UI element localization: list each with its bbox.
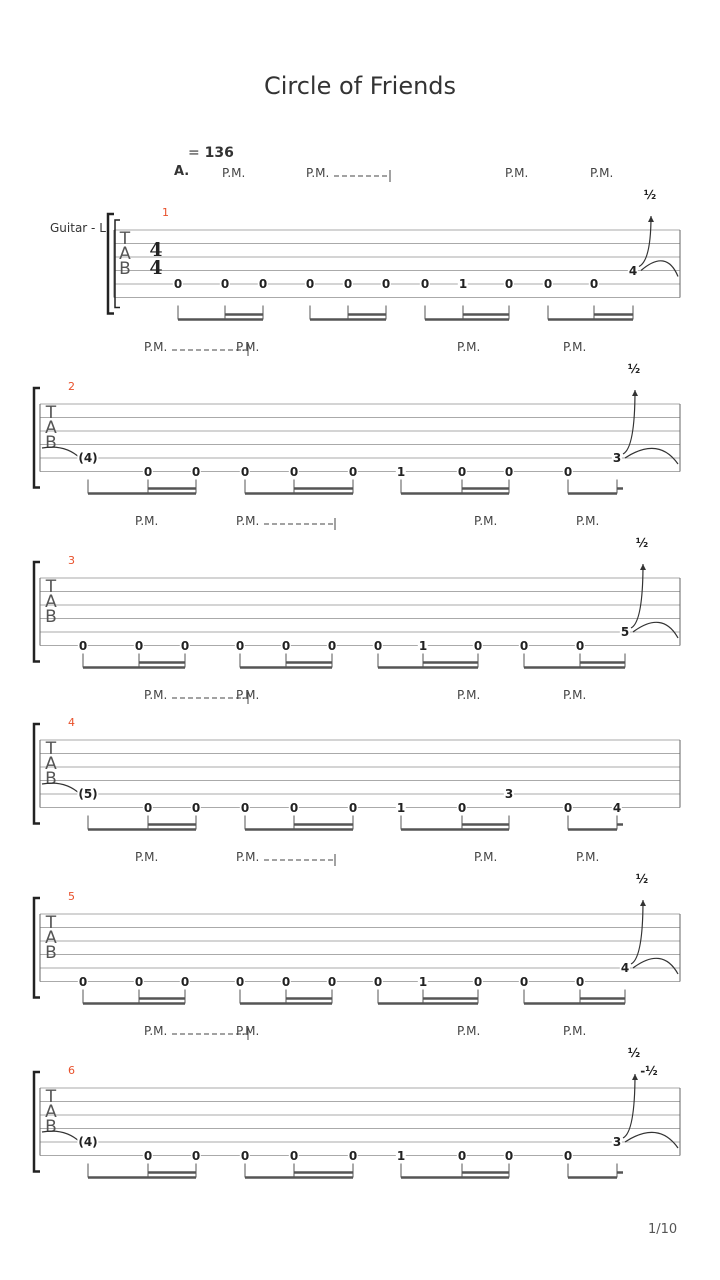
fret-number: 4 <box>620 961 630 975</box>
palm-mute-label: P.M. <box>135 850 159 864</box>
system-bracket <box>34 562 40 662</box>
fret-number: 0 <box>191 800 201 815</box>
fret-number: 0 <box>180 638 190 653</box>
fret-number: 0 <box>289 464 299 479</box>
palm-mute-label: P.M. <box>222 166 246 180</box>
bar-number: 6 <box>68 1064 75 1077</box>
fret-number: 0 <box>143 1148 153 1163</box>
fret-number: 3 <box>504 787 514 801</box>
fret-number: 0 <box>519 638 529 653</box>
fret-number: 3 <box>612 1135 622 1149</box>
palm-mute-label: P.M. <box>135 514 159 528</box>
bend-release-curve <box>633 622 678 638</box>
fret-number: 0 <box>457 800 467 815</box>
tab-clef-letter: T <box>45 739 57 759</box>
system-bracket <box>108 214 114 314</box>
palm-mute-label: P.M. <box>306 166 330 180</box>
bar-number: 1 <box>162 206 169 219</box>
fret-number: (4) <box>78 451 98 465</box>
fret-number: 0 <box>373 638 383 653</box>
palm-mute-label: P.M. <box>236 340 260 354</box>
fret-number: 1 <box>418 974 428 989</box>
fret-number: 0 <box>281 638 291 653</box>
system-bracket <box>34 388 40 488</box>
palm-mute-label: P.M. <box>236 514 260 528</box>
fret-number: 0 <box>143 464 153 479</box>
system-bracket <box>34 1072 40 1172</box>
fret-number: 0 <box>327 638 337 653</box>
fret-number: 0 <box>563 1148 573 1163</box>
fret-number: 0 <box>235 974 245 989</box>
fret-number: 3 <box>612 451 622 465</box>
fret-number: 1 <box>396 1148 406 1163</box>
fret-number: 0 <box>457 1148 467 1163</box>
bend-amount-label: ½ <box>643 188 657 202</box>
tempo-equals: = <box>188 145 200 161</box>
palm-mute-label: P.M. <box>457 1024 481 1038</box>
fret-number: 0 <box>348 1148 358 1163</box>
fret-number: 0 <box>343 277 353 291</box>
bend-amount-label: ½ <box>627 1046 641 1060</box>
system-bracket <box>34 898 40 998</box>
tab-clef-letter: B <box>45 607 57 627</box>
bar-number: 3 <box>68 554 75 567</box>
palm-mute-label: P.M. <box>563 688 587 702</box>
fret-number: 0 <box>191 1148 201 1163</box>
fret-number: 0 <box>134 638 144 653</box>
fret-number: (4) <box>78 1135 98 1149</box>
bend-release-curve <box>625 1132 678 1148</box>
fret-number: 0 <box>180 974 190 989</box>
fret-number: 5 <box>620 625 630 639</box>
palm-mute-label: P.M. <box>576 514 600 528</box>
fret-number: 4 <box>628 263 638 278</box>
fret-number: 0 <box>173 277 183 291</box>
fret-number: 1 <box>418 638 428 653</box>
palm-mute-label: P.M. <box>576 850 600 864</box>
fret-number: (5) <box>78 787 98 801</box>
palm-mute-label: P.M. <box>457 340 481 354</box>
time-signature-top: 4 <box>149 239 163 261</box>
fret-number: 0 <box>563 800 573 815</box>
fret-number: 0 <box>473 638 483 653</box>
bend-release-label: -½ <box>640 1064 658 1078</box>
fret-number: 0 <box>575 638 585 653</box>
tab-clef-letter: T <box>45 1087 57 1107</box>
tab-clef-letter: A <box>45 1102 57 1122</box>
bend-arrow <box>639 216 651 267</box>
palm-mute-label: P.M. <box>236 850 260 864</box>
tab-clef-letter: T <box>45 403 57 423</box>
tempo-value: 136 <box>204 145 234 161</box>
bend-arrow-head <box>640 900 646 906</box>
palm-mute-label: P.M. <box>590 166 614 180</box>
fret-number: 0 <box>289 1148 299 1163</box>
fret-number: 0 <box>78 638 88 653</box>
bend-release-curve <box>625 448 678 464</box>
palm-mute-label: P.M. <box>236 1024 260 1038</box>
palm-mute-label: P.M. <box>144 688 168 702</box>
fret-number: 0 <box>473 974 483 989</box>
fret-number: 0 <box>589 277 599 291</box>
tab-clef-letter: B <box>45 1117 57 1137</box>
palm-mute-label: P.M. <box>474 850 498 864</box>
bar-number: 5 <box>68 890 75 903</box>
fret-number: 0 <box>519 974 529 989</box>
bend-release-curve <box>641 261 678 277</box>
tab-clef-letter: B <box>45 769 57 789</box>
palm-mute-label: P.M. <box>563 340 587 354</box>
palm-mute-label: P.M. <box>457 688 481 702</box>
song-title: Circle of Friends <box>263 72 457 100</box>
fret-number: 1 <box>396 464 406 479</box>
fret-number: 0 <box>240 800 250 815</box>
tab-clef-letter: B <box>45 433 57 453</box>
fret-number: 0 <box>289 800 299 815</box>
fret-number: 0 <box>543 277 553 291</box>
tab-clef-letter: A <box>119 244 131 264</box>
system-bracket <box>34 724 40 824</box>
fret-number: 0 <box>420 277 430 291</box>
fret-number: 0 <box>575 974 585 989</box>
fret-number: 0 <box>235 638 245 653</box>
bend-arrow-head <box>632 390 638 396</box>
fret-number: 0 <box>281 974 291 989</box>
tab-clef-letter: A <box>45 418 57 438</box>
tab-clef-letter: B <box>45 943 57 963</box>
tab-clef-letter: T <box>119 229 131 249</box>
fret-number: 0 <box>563 464 573 479</box>
fret-number: 0 <box>381 277 391 291</box>
fret-number: 0 <box>134 974 144 989</box>
tab-clef-letter: A <box>45 754 57 774</box>
tab-clef-letter: T <box>45 913 57 933</box>
palm-mute-label: P.M. <box>236 688 260 702</box>
bar-number: 4 <box>68 716 75 729</box>
palm-mute-label: P.M. <box>144 340 168 354</box>
fret-number: 1 <box>396 800 406 815</box>
fret-number: 0 <box>240 1148 250 1163</box>
fret-number: 0 <box>457 464 467 479</box>
palm-mute-label: P.M. <box>474 514 498 528</box>
fret-number: 0 <box>348 464 358 479</box>
palm-mute-label: P.M. <box>563 1024 587 1038</box>
bend-arrow-head <box>640 564 646 570</box>
fret-number: 0 <box>504 464 514 479</box>
fret-number: 4 <box>612 800 622 815</box>
fret-number: 0 <box>143 800 153 815</box>
fret-number: 0 <box>220 277 230 291</box>
bend-arrow-head <box>632 1074 638 1080</box>
tab-clef-letter: T <box>45 577 57 597</box>
bend-amount-label: ½ <box>635 536 649 550</box>
fret-number: 0 <box>327 974 337 989</box>
fret-number: 0 <box>78 974 88 989</box>
bar-number: 2 <box>68 380 75 393</box>
section-marker: A. <box>174 164 190 179</box>
palm-mute-label: P.M. <box>144 1024 168 1038</box>
tab-clef-letter: A <box>45 928 57 948</box>
palm-mute-label: P.M. <box>505 166 529 180</box>
tab-clef-letter: B <box>119 259 131 279</box>
page-number: 1/10 <box>648 1222 678 1237</box>
fret-number: 0 <box>504 1148 514 1163</box>
bend-amount-label: ½ <box>635 872 649 886</box>
bend-arrow-head <box>648 216 654 222</box>
bend-amount-label: ½ <box>627 362 641 376</box>
tab-system-1 <box>108 170 680 320</box>
fret-number: 0 <box>191 464 201 479</box>
time-signature-bottom: 4 <box>149 257 163 279</box>
tab-clef-letter: A <box>45 592 57 612</box>
fret-number: 0 <box>504 277 514 291</box>
fret-number: 0 <box>240 464 250 479</box>
bend-release-curve <box>633 958 678 974</box>
fret-number: 0 <box>305 277 315 291</box>
fret-number: 1 <box>458 277 468 291</box>
instrument-label: Guitar - L <box>50 221 106 235</box>
fret-number: 0 <box>348 800 358 815</box>
fret-number: 0 <box>258 277 268 291</box>
fret-number: 0 <box>373 974 383 989</box>
